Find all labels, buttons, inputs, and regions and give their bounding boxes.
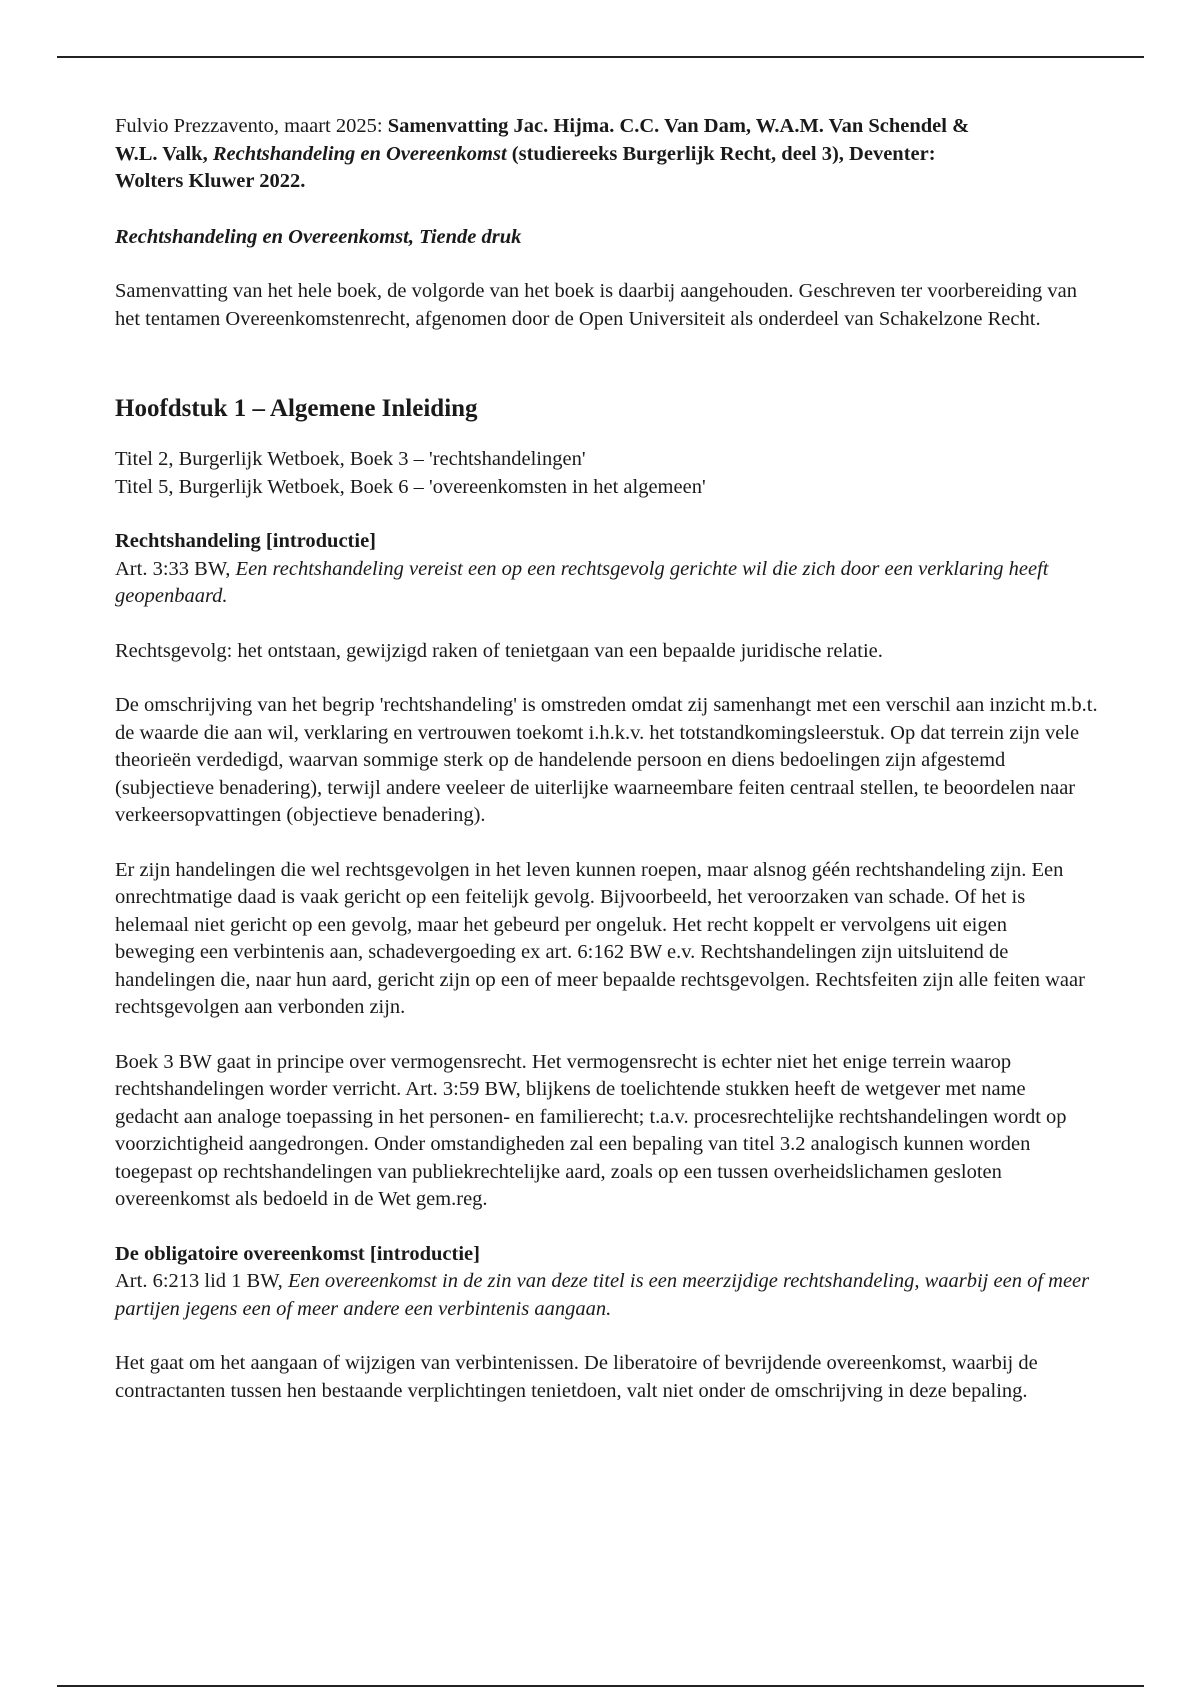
paragraph-handelingen: Er zijn handelingen die wel rechtsgevolgen in het leven kunnen roepen, maar alsnog géén rechtshandeling zijn. Een onrechtmatige daad is vaak gericht op een feitelijk gevolg. Bijvoorbeeld, het veroorzaken van schade. Of het is helemaal niet gericht op een gevolg, maar het gebeurd per ongeluk. Het recht koppelt er vervolgens uit eigen beweging een verbintenis aan, schadevergoeding ex art. 6:162 BW e.v. Rechtshandelingen zijn uitsluitend de handelingen die, naar hun aard, gericht zijn op een of meer bepaalde rechtsgevolgen. Rechtsfeiten zijn alle feiten waar rechtsgevolgen aan verbonden zijn. [115,858,1085,1018]
citation-authors: Samenvatting Jac. Hijma. C.C. Van Dam, W.A.M. Van Schendel & W.L. Valk, [115,115,970,165]
top-rule [57,56,1144,58]
subtitle-text: Rechtshandeling en Overeenkomst, Tiende druk [115,225,522,248]
document-body [115,113,1115,1432]
paragraph-rechtsgevolg: Rechtsgevolg: het ontstaan, gewijzigd raken of tenietgaan van een bepaalde juridische relatie. [115,639,883,662]
citation-series: (studiereeks Burgerlijk Recht, deel 3), Deventer: Wolters Kluwer 2022. [115,142,936,192]
article-text-6-213: Een overeenkomst in de zin van deze titel is een meerzijdige rechtshandeling, waarbij een of meer partijen jegens een of meer andere een verbintenis aangaan. [115,1270,1090,1320]
bottom-rule [57,1685,1144,1687]
paragraph-boek-3: Boek 3 BW gaat in principe over vermogensrecht. Het vermogensrecht is echter niet het enige terrein waarop rechtshandelingen worder verricht. Art. 3:59 BW, blijkens de toelichtende stukken heeft de wetgever met name gedacht aan analoge toepassing in het personen- en familierecht; t.a.v. procesrechtelijke rechtshandelingen wordt op voorzichtigheid aangedrongen. Onder omstandigheden zal een bepaling van titel 3.2 analogisch kunnen worden toegepast op rechtshandelingen van publiekrechtelijke aard, zoals op een tussen overheidslichamen gesloten overeenkomst als bedoeld in de Wet gem.reg. [115,1050,1067,1210]
section-heading-obligatoire: De obligatoire overeenkomst [introductie] [115,1242,480,1265]
chapter-title: Hoofdstuk 1 – Algemene Inleiding [115,395,478,422]
article-text-3-33: Een rechtshandeling vereist een op een rechtsgevolg gerichte wil die zich door een verklaring heeft geopenbaard. [115,557,1049,607]
document-subtitle [115,224,1115,252]
article-ref-6-213: Art. 6:213 lid 1 BW, [115,1270,288,1292]
paragraph-omschrijving: De omschrijving van het begrip 'rechtshandeling' is omstreden omdat zij samenhangt met een verschil aan inzicht m.b.t. de waarde die aan wil, verklaring en vertrouwen toekomt i.h.k.v. het totstandkomingsleerstuk. Op dat terrein zijn vele theorieën verdedigd, waarvan sommige sterk op de handelende persoon en diens bedoelingen zijn afgestemd (subjectieve benadering), terwijl andere veeleer de uiterlijke waarneembare feiten centraal stellen, te beoordelen naar verkeersopvattingen (objectieve benadering). [115,694,1098,826]
titles-block [115,446,1115,501]
intro-paragraph: Samenvatting van het hele boek, de volgorde van het boek is daarbij aangehouden. Geschreven ter voorbereiding van het tentamen Overeenkomstenrecht, afgenomen door de Open Universiteit als onderdeel van Schakelzone Recht. [115,280,1078,330]
citation-title: Rechtshandeling en Overeenkomst [212,142,507,165]
title-line-2: Titel 5, Burgerlijk Wetboek, Boek 6 – 'overeenkomsten in het algemeen' [115,475,706,498]
section-rechtshandeling [115,528,1095,611]
header-citation [115,113,1005,196]
section-heading-rechtshandeling: Rechtshandeling [introductie] [115,530,377,552]
article-ref-3-33: Art. 3:33 BW, [115,557,236,580]
author-date: Fulvio Prezzavento, maart 2025: [115,115,388,137]
title-line-1: Titel 2, Burgerlijk Wetboek, Boek 3 – 'rechtshandelingen' [115,448,586,470]
paragraph-verbintenissen: Het gaat om het aangaan of wijzigen van verbintenissen. De liberatoire of bevrijdende overeenkomst, waarbij de contractanten tussen hen bestaande verplichtingen tenietdoen, valt niet onder de omschrijving in deze bepaling. [115,1352,1038,1402]
section-obligatoire-overeenkomst [115,1241,1090,1324]
